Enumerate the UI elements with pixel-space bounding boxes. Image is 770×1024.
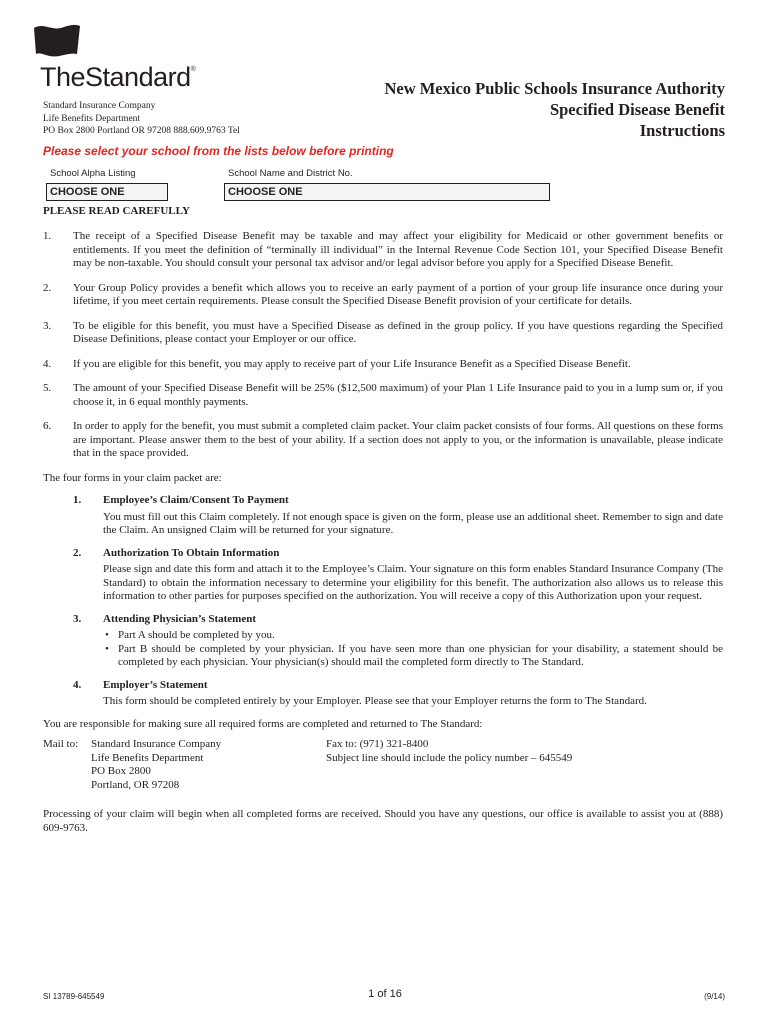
responsible-statement: You are responsible for making sure all required forms are completed and returned to The Standard:: [43, 717, 483, 730]
school-name-label: School Name and District No.: [228, 168, 353, 179]
list-item: 3. To be eligible for this benefit, you must have a Specified Disease as defined in the group policy. If you have questions regarding the Specified Disease Definitions, please contact your Employer or our office.: [43, 319, 723, 345]
fax-info: Fax to: (971) 321-8400 Subject line should include the policy number – 645549: [326, 738, 573, 764]
wordmark-the: The: [40, 62, 86, 92]
revision-date: (9/14): [704, 992, 725, 1001]
bullet-item: • Part B should be completed by your physician. If you have seen more than one physician for your disability, a statement should be completed by each physician. Your physician(s) should mail the completed form directly to The Standard.: [105, 642, 723, 668]
form-id: SI 13789-645549: [43, 992, 105, 1001]
form-title: Employee’s Claim/Consent To Payment: [103, 494, 289, 506]
list-item: 1. The receipt of a Specified Disease Benefit may be taxable and may affect your eligibility for Medicaid or other government benefits or entitlements. If you meet the definition of “terminally ill individual” in the Internal Revenue Code Section 101, your Specified Disease Benefit may be non-taxable. You should consult your personal tax advisor and/or legal advisor before you apply for a Specified Disease Benefit.: [43, 230, 723, 269]
bullet-item: • Part A should be completed by you.: [105, 629, 275, 641]
read-carefully-heading: PLEASE READ CAREFULLY: [43, 205, 190, 217]
school-alpha-select[interactable]: CHOOSE ONE: [46, 183, 168, 201]
form-item: 1. Employee’s Claim/Consent To Payment You must fill out this Claim completely. If not enough space is given on the form, please use an additional sheet. Remember to sign and date the Claim. An unsigned Claim will be returned for your signature.: [73, 494, 723, 536]
mail-address: Mail to: Standard Insurance Company Life Benefits Department PO Box 2800 Portland, OR 97208: [43, 738, 222, 791]
form-title: Authorization To Obtain Information: [103, 546, 280, 559]
forms-list: [43, 494, 723, 709]
company-name: Standard Insurance Company: [43, 101, 156, 111]
flag-icon: [30, 22, 82, 60]
form-title: Attending Physician’s Statement: [103, 612, 256, 625]
mailing-info: [43, 738, 723, 796]
title-line-1: New Mexico Public Schools Insurance Authority: [384, 79, 725, 98]
form-item: 3. Attending Physician’s Statement • Part A should be completed by you. • Part B should be completed by your physician. If you have seen more than one physician for your disability, a statement should be completed by each physician. Your physician(s) should mail the completed form directly to The Standard.: [73, 612, 723, 668]
the-standard-logo: [30, 22, 210, 100]
form-item: 2. Authorization To Obtain Information Please sign and date this form and attach it to the Employee’s Claim. Your signature on this form enables Standard Insurance Company (The Standard) to obtain the information necessary to determine your eligibility for this benefit. The authorization also allows us to release this information to other parties for purposes specified on the authorization. You will receive a copy of this Authorization upon your request.: [73, 546, 723, 602]
instructions-body: [43, 230, 723, 835]
list-item: 2. Your Group Policy provides a benefit which allows you to receive an early payment of a portion of your group life insurance once during your lifetime, if you meet certain requirements. Please consult the Specified Disease Benefit provision of your certificate for details.: [43, 281, 723, 307]
company-address: PO Box 2800 Portland OR 97208 888.609.9763 Tel: [43, 126, 240, 136]
wordmark-standard: Standard: [85, 62, 191, 92]
forms-intro: The four forms in your claim packet are:: [43, 471, 222, 484]
title-line-3: Instructions: [639, 121, 725, 140]
form-item: 4. Employer’s Statement This form should be completed entirely by your Employer. Please see that your Employer returns the form to The Standard.: [73, 679, 723, 709]
list-item: 4. If you are eligible for this benefit, you may apply to receive part of your Life Insurance Benefit as a Specified Disease Benefit.: [43, 357, 631, 370]
school-alpha-label: School Alpha Listing: [50, 168, 136, 179]
title-line-2: Specified Disease Benefit: [549, 100, 725, 119]
school-name-select[interactable]: CHOOSE ONE: [224, 183, 550, 201]
registered-mark: ®: [190, 66, 196, 73]
list-item: 5. The amount of your Specified Disease Benefit will be 25% ($12,500 maximum) of your Plan 1 Life Insurance paid to you in a lump sum or, if you choose it, in 6 equal monthly payments.: [43, 382, 723, 408]
processing-statement: Processing of your claim will begin when all completed forms are received. Should you have any questions, our office is available to assist you at (888) 609-9763.: [43, 808, 723, 834]
select-school-notice: Please select your school from the lists below before printing: [43, 144, 394, 158]
wordmark: [40, 62, 195, 93]
form-title: Employer’s Statement: [103, 678, 208, 691]
company-address-block: [43, 100, 240, 138]
page-number: 1 of 16: [368, 988, 402, 1000]
list-item: 6. In order to apply for the benefit, you must submit a completed claim packet. Your claim packet consists of four forms. All questions on these forms are important. Please answer them to the best of your ability. If a section does not apply to you, or the information is unavailable, please indicate that in the space provided.: [43, 420, 723, 459]
company-dept: Life Benefits Department: [43, 113, 141, 124]
document-title: [384, 78, 725, 141]
